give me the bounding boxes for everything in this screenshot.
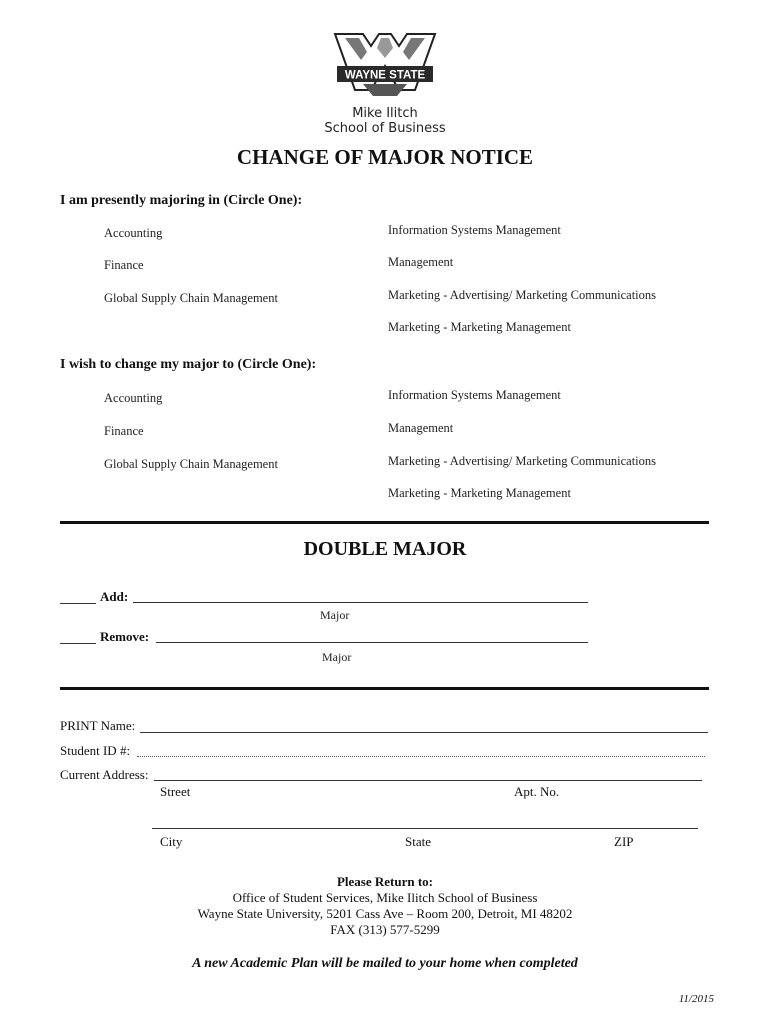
current-major-label: I am presently majoring in (Circle One): [60,193,303,208]
new-option-marketing-management[interactable]: Marketing - Marketing Management [388,486,571,500]
return-fax: FAX (313) 577-5299 [330,922,440,937]
school-name-line2: School of Business [324,121,446,136]
city-caption: City [160,834,183,849]
new-major-label: I wish to change my major to (Circle One): [60,357,317,372]
new-option-management[interactable]: Management [388,421,454,435]
add-check-line[interactable] [60,603,96,604]
current-option-accounting[interactable]: Accounting [104,226,163,240]
return-office: Office of Student Services, Mike Ilitch School of Business [232,890,538,905]
state-caption: State [405,834,431,849]
remove-check-line[interactable] [60,643,96,644]
logo-text: WAYNE STATE [344,69,426,82]
current-option-management[interactable]: Management [388,255,454,269]
apt-caption: Apt. No. [514,784,560,799]
revision-date: 11/2015 [678,993,714,1005]
current-option-marketing-management[interactable]: Marketing - Marketing Management [388,320,571,334]
street-address-field[interactable] [154,780,702,781]
student-id-field[interactable] [137,756,705,757]
academic-plan-note: A new Academic Plan will be mailed to your home when completed [192,956,578,971]
zip-caption: ZIP [614,834,634,849]
add-major-field[interactable] [133,602,588,603]
add-label: Add: [100,589,129,604]
current-option-finance[interactable]: Finance [104,258,144,272]
new-option-info-systems[interactable]: Information Systems Management [388,388,561,402]
double-major-title: DOUBLE MAJOR [303,538,467,560]
page-title: CHANGE OF MAJOR NOTICE [236,145,534,169]
section-divider [60,521,709,524]
new-option-accounting[interactable]: Accounting [104,391,163,405]
remove-major-field[interactable] [156,642,588,643]
return-address: Wayne State University, 5201 Cass Ave – Room 200, Detroit, MI 48202 [197,906,573,921]
new-option-marketing-advertising[interactable]: Marketing - Advertising/ Marketing Communications [388,454,657,468]
new-option-finance[interactable]: Finance [104,424,144,438]
add-major-caption: Major [320,608,350,622]
section-divider-2 [60,687,709,690]
wayne-state-logo [333,30,437,98]
print-name-label: PRINT Name: [60,718,136,733]
school-name-line1: Mike Ilitch [352,106,418,121]
street-caption: Street [160,784,191,799]
new-option-supply-chain[interactable]: Global Supply Chain Management [104,457,278,471]
current-option-marketing-advertising[interactable]: Marketing - Advertising/ Marketing Communications [388,288,657,302]
current-option-info-systems[interactable]: Information Systems Management [388,223,561,237]
current-option-supply-chain[interactable]: Global Supply Chain Management [104,291,278,305]
student-id-label: Student ID #: [60,743,131,758]
return-heading: Please Return to: [336,874,434,889]
address-label: Current Address: [60,767,149,782]
remove-label: Remove: [100,629,150,644]
print-name-field[interactable] [140,732,708,733]
city-state-zip-field[interactable] [152,828,698,829]
remove-major-caption: Major [322,650,352,664]
